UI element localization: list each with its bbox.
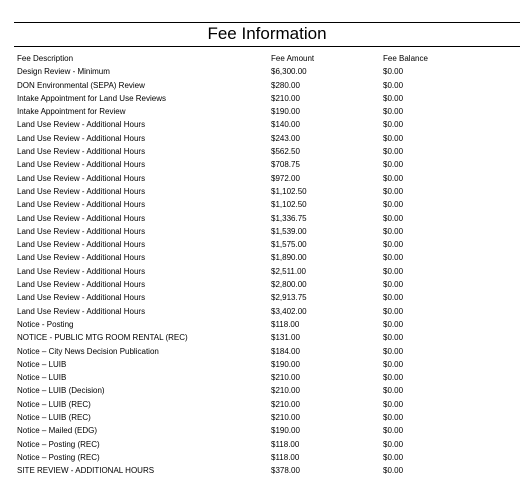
fee-balance-cell: $0.00: [383, 80, 404, 90]
fee-description-cell: Notice - Posting: [17, 319, 74, 329]
fee-balance-cell: $0.00: [383, 200, 404, 210]
table-row: [17, 278, 517, 291]
fee-description-cell: Land Use Review - Additional Hours: [17, 213, 146, 223]
fee-amount-cell: $6,300.00: [271, 67, 307, 77]
fee-balance-cell: $0.00: [383, 413, 404, 423]
column-header-fee-balance: Fee Balance: [383, 54, 428, 63]
fee-amount-cell: $1,539.00: [271, 226, 307, 236]
fee-description-cell: SITE REVIEW - ADDITIONAL HOURS: [17, 466, 155, 476]
fee-balance-cell: $0.00: [383, 280, 404, 290]
fee-amount-cell: $1,102.50: [271, 200, 307, 210]
fee-description-cell: Intake Appointment for Land Use Reviews: [17, 93, 166, 103]
fee-amount-cell: $190.00: [271, 107, 300, 117]
fee-description-cell: Land Use Review - Additional Hours: [17, 280, 146, 290]
fee-amount-cell: $2,913.75: [271, 293, 307, 303]
fee-amount-cell: $131.00: [271, 333, 300, 343]
table-row: [17, 79, 517, 92]
table-row: [17, 331, 517, 344]
fee-amount-cell: $243.00: [271, 133, 300, 143]
fee-amount-cell: $972.00: [271, 173, 300, 183]
table-row: [17, 398, 517, 411]
fee-amount-cell: $190.00: [271, 426, 300, 436]
fee-amount-cell: $2,800.00: [271, 280, 307, 290]
table-row: [17, 118, 517, 131]
table-row: [17, 132, 517, 145]
fee-amount-cell: $118.00: [271, 319, 300, 329]
fee-description-cell: Notice – LUIB (REC): [17, 413, 91, 423]
fee-description-cell: Notice – City News Decision Publication: [17, 346, 159, 356]
fee-amount-cell: $210.00: [271, 93, 300, 103]
fee-description-cell: NOTICE - PUBLIC MTG ROOM RENTAL (REC): [17, 333, 188, 343]
fee-description-cell: Land Use Review - Additional Hours: [17, 306, 146, 316]
fee-amount-cell: $280.00: [271, 80, 300, 90]
fee-description-cell: Land Use Review - Additional Hours: [17, 253, 146, 263]
fee-amount-cell: $118.00: [271, 439, 300, 449]
fee-table: [17, 52, 517, 478]
fee-balance-cell: $0.00: [383, 93, 404, 103]
fee-description-cell: Notice – Posting (REC): [17, 452, 100, 462]
fee-description-cell: Notice – LUIB: [17, 373, 67, 383]
fee-amount-cell: $2,511.00: [271, 266, 306, 276]
table-header-row: [17, 52, 517, 65]
fee-description-cell: Notice – Posting (REC): [17, 439, 100, 449]
page-title: Fee Information: [207, 24, 327, 43]
title-bottom-rule: [14, 46, 520, 47]
fee-amount-cell: $1,102.50: [271, 186, 307, 196]
table-row: [17, 105, 517, 118]
fee-amount-cell: $210.00: [271, 413, 300, 423]
fee-amount-cell: $1,575.00: [271, 240, 307, 250]
fee-amount-cell: $1,336.75: [271, 213, 307, 223]
table-row: [17, 212, 517, 225]
fee-amount-cell: $140.00: [271, 120, 300, 130]
fee-description-cell: Land Use Review - Additional Hours: [17, 293, 146, 303]
fee-balance-cell: $0.00: [383, 253, 404, 263]
fee-balance-cell: $0.00: [383, 439, 404, 449]
fee-balance-cell: $0.00: [383, 120, 404, 130]
fee-balance-cell: $0.00: [383, 319, 404, 329]
table-row: [17, 291, 517, 304]
fee-description-cell: DON Environmental (SEPA) Review: [17, 80, 145, 90]
table-row: [17, 251, 517, 264]
table-row: [17, 424, 517, 437]
table-row: [17, 464, 517, 477]
fee-balance-cell: $0.00: [383, 266, 404, 276]
fee-amount-cell: $708.75: [271, 160, 300, 170]
fee-amount-cell: $378.00: [271, 466, 300, 476]
fee-balance-cell: $0.00: [383, 226, 404, 236]
table-row: [17, 371, 517, 384]
table-row: [17, 185, 517, 198]
table-row: [17, 411, 517, 424]
fee-balance-cell: $0.00: [383, 426, 404, 436]
fee-description-cell: Land Use Review - Additional Hours: [17, 266, 146, 276]
fee-amount-cell: $184.00: [271, 346, 300, 356]
fee-description-cell: Land Use Review - Additional Hours: [17, 200, 146, 210]
fee-balance-cell: $0.00: [383, 386, 404, 396]
fee-balance-cell: $0.00: [383, 452, 404, 462]
fee-balance-cell: $0.00: [383, 359, 404, 369]
fee-description-cell: Notice – LUIB: [17, 359, 67, 369]
table-row: [17, 265, 517, 278]
fee-description-cell: Intake Appointment for Review: [17, 107, 126, 117]
fee-description-cell: Notice – Mailed (EDG): [17, 426, 98, 436]
fee-description-cell: Land Use Review - Additional Hours: [17, 120, 146, 130]
table-row: [17, 438, 517, 451]
table-row: [17, 172, 517, 185]
table-row: [17, 145, 517, 158]
fee-balance-cell: $0.00: [383, 107, 404, 117]
fee-description-cell: Land Use Review - Additional Hours: [17, 226, 146, 236]
fee-description-cell: Notice – LUIB (REC): [17, 399, 91, 409]
fee-balance-cell: $0.00: [383, 160, 404, 170]
fee-description-cell: Land Use Review - Additional Hours: [17, 240, 146, 250]
column-header-fee-description: Fee Description: [17, 54, 74, 63]
column-header-fee-amount: Fee Amount: [271, 54, 315, 63]
fee-balance-cell: $0.00: [383, 186, 404, 196]
fee-description-cell: Land Use Review - Additional Hours: [17, 160, 146, 170]
fee-balance-cell: $0.00: [383, 333, 404, 343]
fee-balance-cell: $0.00: [383, 466, 404, 476]
table-row: [17, 65, 517, 78]
fee-balance-cell: $0.00: [383, 213, 404, 223]
fee-amount-cell: $562.50: [271, 147, 300, 157]
fee-balance-cell: $0.00: [383, 133, 404, 143]
table-body: [17, 65, 517, 477]
fee-balance-cell: $0.00: [383, 399, 404, 409]
table-row: [17, 225, 517, 238]
table-row: [17, 305, 517, 318]
table-row: [17, 318, 517, 331]
fee-balance-cell: $0.00: [383, 240, 404, 250]
fee-description-cell: Land Use Review - Additional Hours: [17, 173, 146, 183]
fee-balance-cell: $0.00: [383, 147, 404, 157]
table-row: [17, 358, 517, 371]
fee-balance-cell: $0.00: [383, 373, 404, 383]
table-row: [17, 384, 517, 397]
fee-amount-cell: $210.00: [271, 386, 300, 396]
fee-balance-cell: $0.00: [383, 346, 404, 356]
fee-amount-cell: $210.00: [271, 373, 300, 383]
fee-amount-cell: $1,890.00: [271, 253, 307, 263]
fee-balance-cell: $0.00: [383, 173, 404, 183]
fee-balance-cell: $0.00: [383, 67, 404, 77]
table-row: [17, 92, 517, 105]
fee-amount-cell: $190.00: [271, 359, 300, 369]
fee-description-cell: Design Review - Minimum: [17, 67, 110, 77]
fee-amount-cell: $118.00: [271, 452, 300, 462]
fee-description-cell: Land Use Review - Additional Hours: [17, 133, 146, 143]
fee-description-cell: Land Use Review - Additional Hours: [17, 147, 146, 157]
fee-description-cell: Land Use Review - Additional Hours: [17, 186, 146, 196]
table-row: [17, 198, 517, 211]
table-row: [17, 345, 517, 358]
fee-amount-cell: $3,402.00: [271, 306, 307, 316]
table-row: [17, 451, 517, 464]
fee-balance-cell: $0.00: [383, 293, 404, 303]
table-row: [17, 238, 517, 251]
fee-amount-cell: $210.00: [271, 399, 300, 409]
table-row: [17, 158, 517, 171]
fee-description-cell: Notice – LUIB (Decision): [17, 386, 105, 396]
fee-balance-cell: $0.00: [383, 306, 404, 316]
